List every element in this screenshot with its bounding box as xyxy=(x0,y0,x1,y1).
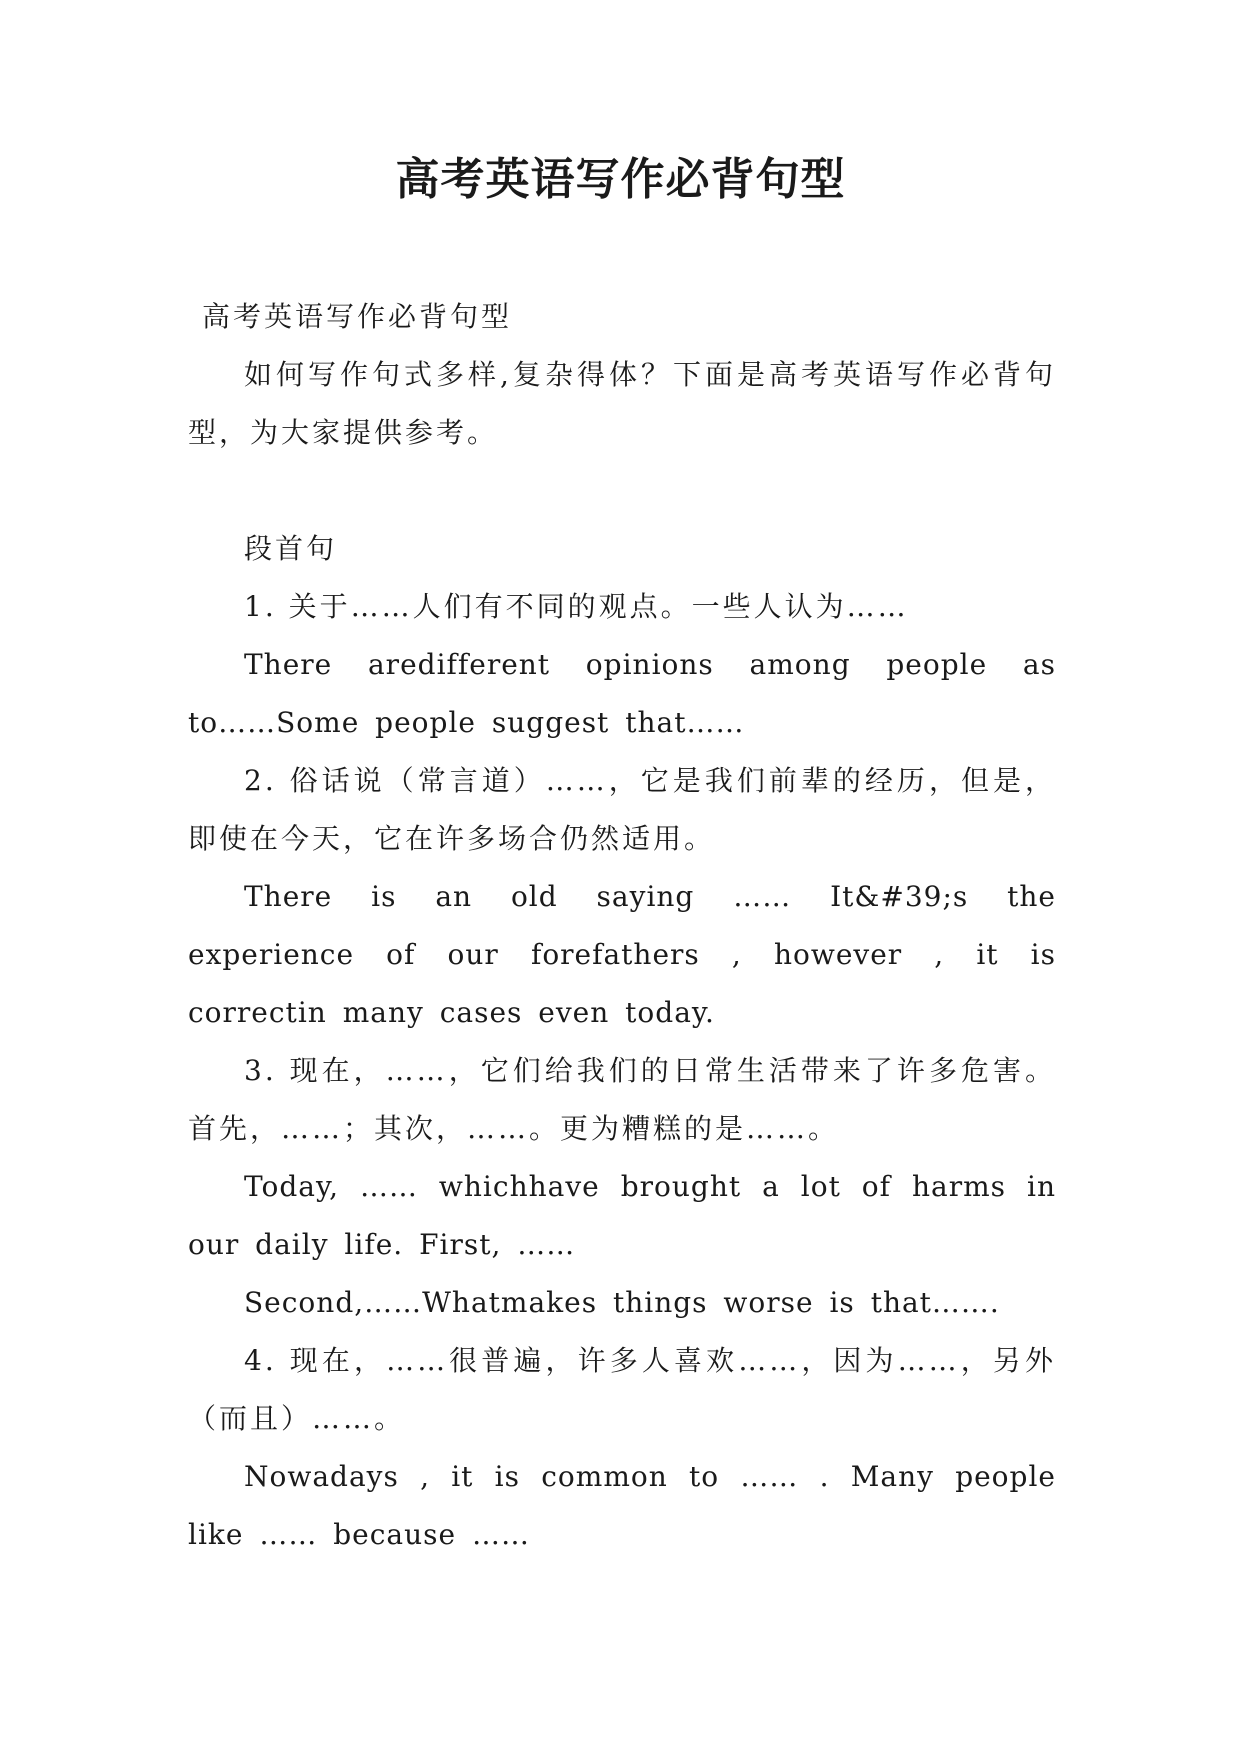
item-3-english: Today, …… whichhave brought a lot of harms in our daily life. First, …… xyxy=(188,1170,1056,1261)
document-body xyxy=(188,288,1056,1564)
item-1-english: There aredifferent opinions among people as to……Some people suggest that…… xyxy=(188,648,1056,739)
document-title: 高考英语写作必背句型 xyxy=(395,154,846,205)
item-3-chinese: 3. 现在，……，它们给我们的日常生活带来了许多危害。首先，……；其次，……。更为糟糕的是……。 xyxy=(188,1054,1056,1145)
section-heading: 段首句 xyxy=(244,532,338,565)
item-2-chinese: 2. 俗话说（常言道）……，它是我们前辈的经历，但是，即使在今天，它在许多场合仍然适用。 xyxy=(188,764,1056,855)
subtitle-paragraph: 高考英语写作必背句型 xyxy=(202,300,513,333)
intro-paragraph: 如何写作句式多样,复杂得体？下面是高考英语写作必背句型，为大家提供参考。 xyxy=(188,358,1056,449)
item-3-english-cont: Second,……Whatmakes things worse is that……. xyxy=(244,1286,1000,1319)
item-4-english: Nowadays , it is common to …… . Many people like …… because …… xyxy=(188,1460,1056,1551)
item-2-english: There is an old saying …… It&#39;s the experience of our forefathers , however , it is correctin many cases even today. xyxy=(188,880,1056,1029)
item-1-chinese: 1. 关于……人们有不同的观点。一些人认为…… xyxy=(244,590,909,623)
item-4-chinese: 4. 现在，……很普遍，许多人喜欢……，因为……，另外（而且）……。 xyxy=(188,1344,1056,1435)
